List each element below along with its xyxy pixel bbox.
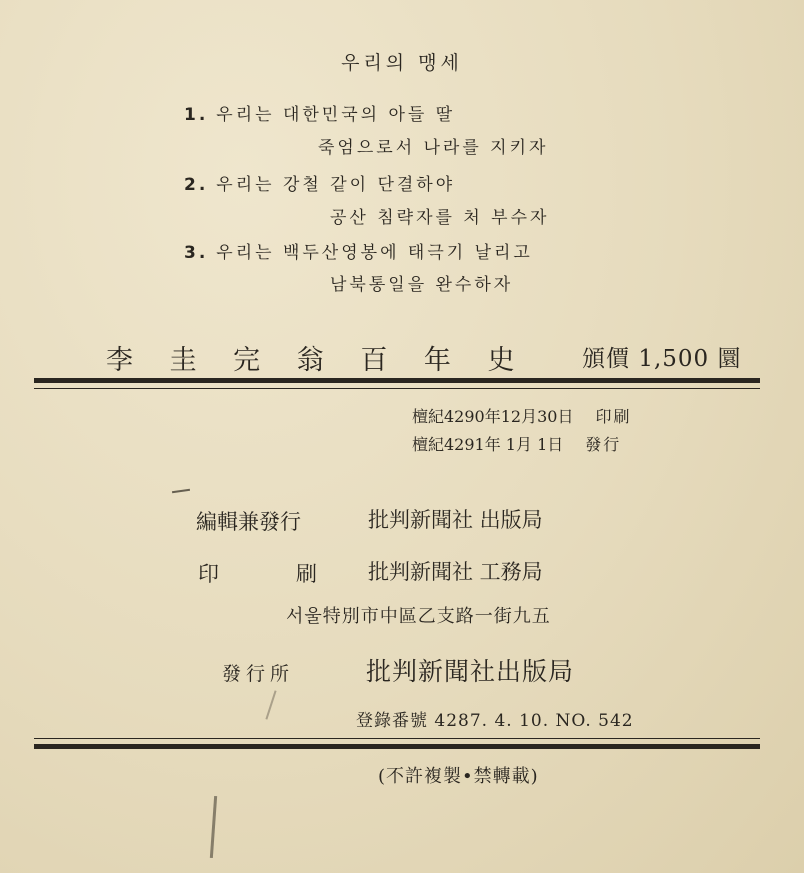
pledge-text: 우리는 강철 같이 단결하야: [216, 175, 456, 195]
price-unit: 圜: [717, 346, 742, 372]
printed-date-line: [412, 404, 631, 427]
ink-mark: [265, 690, 276, 719]
printed-label: 印刷: [595, 407, 632, 426]
price-value: 1,500: [638, 346, 710, 372]
issued-label: 發行: [585, 435, 622, 454]
print-value: 批判新聞社 工務局: [368, 560, 543, 584]
pledge-line-2b: [330, 203, 549, 228]
publisher-label: 發行所: [222, 663, 295, 685]
issued-date: 檀紀4291年 1月 1日: [412, 435, 564, 454]
pledge-number: 2.: [184, 175, 209, 195]
pledge-text: 남북통일을 완수하자: [330, 275, 514, 295]
bottom-rule-thick: [34, 744, 760, 749]
bottom-rule-thin: [34, 738, 760, 739]
ink-mark: [172, 489, 190, 493]
publisher-name: 批判新聞社出版局: [366, 657, 575, 686]
registration-number: 登錄番號 4287. 4. 10. NO. 542: [356, 711, 634, 731]
pledge-line-2: [184, 170, 455, 195]
price-label: 頒價: [582, 346, 630, 372]
pledge-title: 우리의 맹세: [341, 52, 463, 74]
book-title: 李 圭 完 翁 百 年 史: [106, 345, 529, 376]
print-label-1: 印: [198, 562, 219, 586]
pledge-number: 1.: [184, 105, 209, 125]
copyright-notice: (不許複製•禁轉載): [378, 766, 539, 787]
top-rule-thick: [34, 378, 760, 383]
editor-label: 編輯兼發行: [196, 510, 301, 534]
pledge-text: 우리는 대한민국의 아들 딸: [216, 105, 456, 125]
pledge-text: 우리는 백두산영봉에 태극기 날리고: [216, 243, 533, 263]
price: [582, 340, 741, 373]
editor-value: 批判新聞社 出版局: [368, 508, 543, 532]
pledge-line-1: [184, 100, 455, 125]
issued-date-line: [412, 432, 621, 455]
pledge-line-3b: [330, 270, 513, 295]
top-rule-thin: [34, 388, 760, 389]
pledge-text: 공산 침략자를 처 부수자: [330, 208, 550, 228]
address: 서울特別市中區乙支路一街九五: [286, 606, 551, 627]
printed-date: 檀紀4290年12月30日: [412, 407, 574, 426]
pledge-text: 죽엄으로서 나라를 지키자: [318, 138, 549, 158]
pledge-number: 3.: [184, 243, 209, 263]
pledge-line-3: [184, 238, 533, 263]
pledge-line-1b: [318, 133, 548, 158]
print-label-2: 刷: [296, 562, 317, 586]
ink-mark: [210, 796, 217, 858]
